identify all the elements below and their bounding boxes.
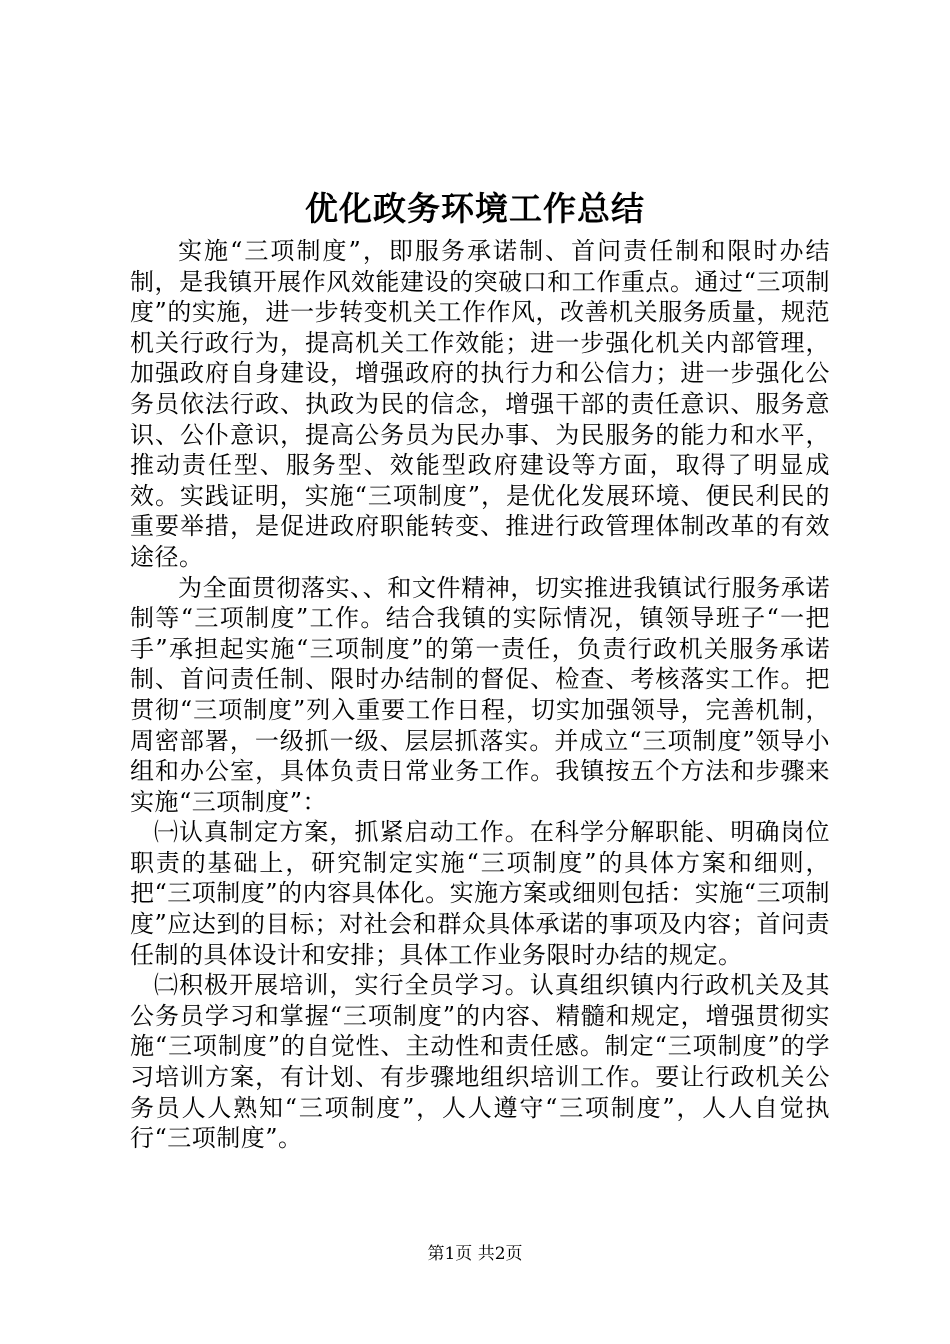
paragraph-step-2: ㈡积极开展培训，实行全员学习。认真组织镇内行政机关及其公务员学习和掌握“三项制度”的内容、精髓和规定，增强贯彻实施“三项制度”的自觉性、主动性和责任感。制定“三项制度”的学习培训方案，有计划、有步骤地组织培训工作。要让行政机关公务员人人熟知“三项制度”，人人遵守“三项制度”，人人自觉执行“三项制度”。 [130, 971, 830, 1153]
paragraph-intro: 实施“三项制度”，即服务承诺制、首问责任制和限时办结制，是我镇开展作风效能建设的突破口和工作重点。通过“三项制度”的实施，进一步转变机关工作作风，改善机关服务质量，规范机关行政行为，提高机关工作效能；进一步强化机关内部管理，加强政府自身建设，增强政府的执行力和公信力；进一步强化公务员依法行政、执政为民的信念，增强干部的责任意识、服务意识、公仆意识，提高公务员为民办事、为民服务的能力和水平，推动责任型、服务型、效能型政府建设等方面，取得了明显成效。实践证明，实施“三项制度”，是优化发展环境、便民利民的重要举措，是促进政府职能转变、推进行政管理体制改革的有效途径。 [130, 237, 830, 571]
page-footer: 第1页 共2页 [427, 1244, 523, 1264]
document-body [130, 236, 830, 1154]
document-title: 优化政务环境工作总结 [305, 189, 645, 228]
paragraph-implementation: 为全面贯彻落实、、和文件精神，切实推进我镇试行服务承诺制等“三项制度”工作。结合我镇的实际情况，镇领导班子“一把手”承担起实施“三项制度”的第一责任，负责行政机关服务承诺制、首问责任制、限时办结制的督促、检查、考核落实工作。把贯彻“三项制度”列入重要工作日程，切实加强领导，完善机制，周密部署，一级抓一级、层层抓落实。并成立“三项制度”领导小组和办公室，具体负责日常业务工作。我镇按五个方法和步骤来实施“三项制度”： [130, 573, 830, 816]
paragraph-step-1: ㈠认真制定方案，抓紧启动工作。在科学分解职能、明确岗位职责的基础上，研究制定实施“三项制度”的具体方案和细则，把“三项制度”的内容具体化。实施方案或细则包括：实施“三项制度”应达到的目标；对社会和群众具体承诺的事项及内容；首问责任制的具体设计和安排；具体工作业务限时办结的规定。 [130, 818, 830, 969]
